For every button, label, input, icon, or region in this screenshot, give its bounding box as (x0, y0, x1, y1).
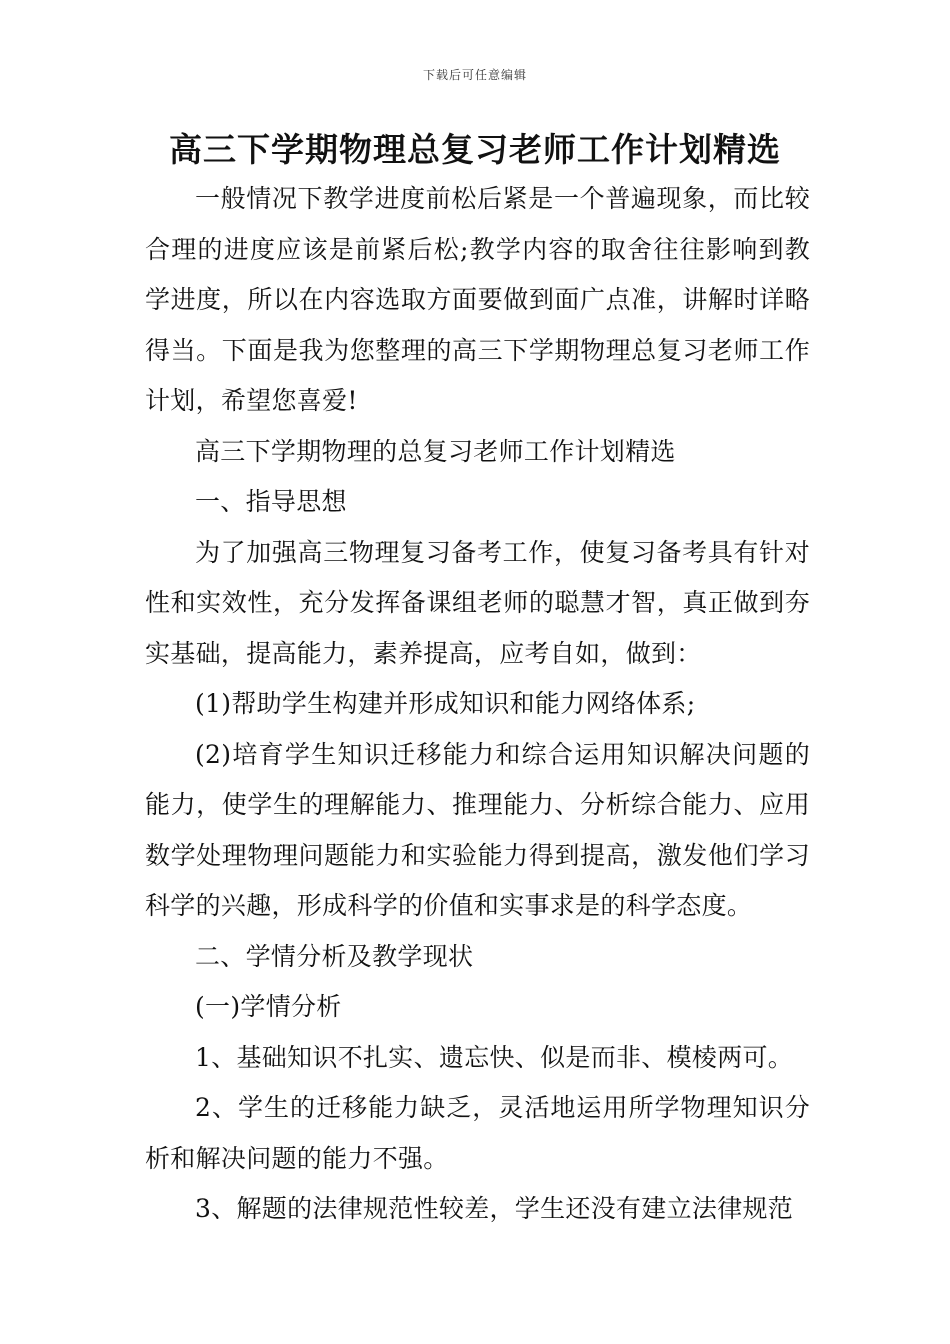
document-title: 高三下学期物理总复习老师工作计划精选 (169, 130, 781, 169)
subsection-heading-analysis: (一)学情分析 (195, 992, 342, 1021)
goal-item-2: (2)培育学生知识迁移能力和综合运用知识解决问题的能力，使学生的理解能力、推理能力、分析综合能力、应用数学处理物理问题能力和实验能力得到提高，激发他们学习科学的兴趣，形成科学的价值和实事求是的科学态度。 (145, 739, 810, 920)
analysis-item-2: 2、学生的迁移能力缺乏，灵活地运用所学物理知识分析和解决问题的能力不强。 (145, 1093, 810, 1173)
header-note: 下载后可任意编辑 (422, 68, 527, 82)
subtitle-paragraph: 高三下学期物理的总复习老师工作计划精选 (195, 436, 676, 466)
goal-item-1: (1)帮助学生构建并形成知识和能力网络体系; (195, 689, 696, 718)
guiding-idea-paragraph: 为了加强高三物理复习备考工作，使复习备考具有针对性和实效性，充分发挥备课组老师的聪慧才智，真正做到夯实基础，提高能力，素养提高，应考自如，做到： (145, 537, 810, 668)
document-body (145, 174, 810, 1235)
analysis-item-1: 1、基础知识不扎实、遗忘快、似是而非、模棱两可。 (195, 1042, 794, 1072)
section-heading-situation: 二、学情分析及教学现状 (195, 941, 474, 971)
section-heading-guiding-idea: 一、指导思想 (195, 487, 347, 516)
intro-paragraph: 一般情况下教学进度前松后紧是一个普遍现象，而比较合理的进度应该是前紧后松;教学内容的取舍往往影响到教学进度，所以在内容选取方面要做到面广点准，讲解时详略得当。下面是我为您整理的高三下学期物理总复习老师工作计划，希望您喜爱! (145, 184, 810, 415)
analysis-item-3: 3、解题的法律规范性较差，学生还没有建立法律规范 (195, 1194, 794, 1223)
